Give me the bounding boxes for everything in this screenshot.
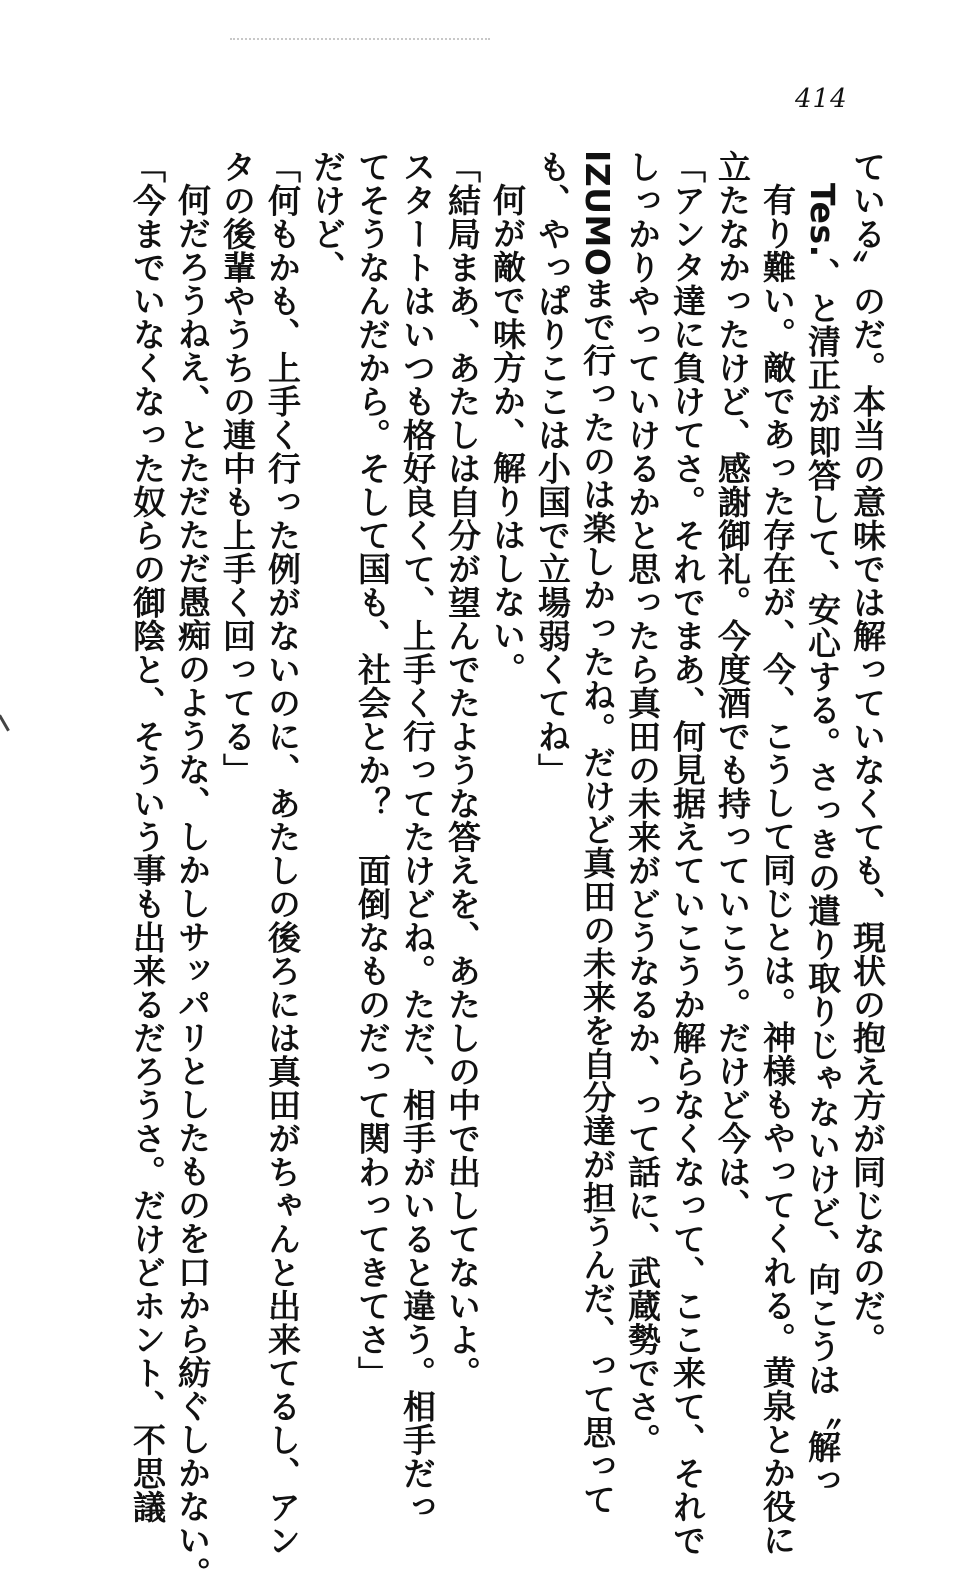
top-edge-dots: [230, 38, 490, 44]
text-line: だけど、: [308, 150, 347, 284]
text-line: 有り難い。敵であった存在が、今、こうして同じとは。神様もやってくれる。黄泉とか役に: [758, 183, 797, 1557]
text-line: IZUMOまで行ったのは楽しかったね。だけど真田の未来を自分達が担うんだ、って思って: [578, 150, 617, 1516]
text-line: しっかりやっていけるかと思ったら真田の未来がどうなるか、って話に、武蔵勢でさ。: [623, 150, 662, 1457]
vertical-text-block: [125, 150, 890, 1590]
text-line: Tes.、と清正が即答して、安心する。さっきの遣り取りじゃないけど、向こうは〝解っ: [803, 183, 842, 1498]
text-line: 「結局まあ、あたしは自分が望んでたような答えを、あたしの中で出してないよ。: [443, 150, 482, 1390]
text-line: スタートはいつも格好良くて、上手く行ってたけどね。ただ、相手がいると違う。相手だっ: [398, 150, 437, 1524]
text-line: 「何もかも、上手く行った例がないのに、あたしの後ろには真田がちゃんと出来てるし、アン: [263, 150, 302, 1557]
text-line: 何だろうねえ、とただただ愚痴のような、しかしサッパリとしたものを口から紡ぐしかない。: [173, 183, 212, 1590]
text-line: ている〟のだ。本当の意味では解っていなくても、現状の抱え方が同じなのだ。: [848, 150, 887, 1356]
text-line: 何が敵で味方か、解りはしない。: [488, 183, 527, 686]
text-line: 「今までいなくなった奴らの御陰と、そういう事も出来るだろうさ。だけどホント、不思議: [128, 150, 167, 1524]
text-line: 「アンタ達に負けてさ。それでまあ、何見据えていこうか解らなくなって、ここ来て、それで: [668, 150, 707, 1557]
margin-mark: [0, 710, 17, 731]
text-line: てそうなんだから。そして国も、社会とか？ 面倒なものだって関わってきてさ」: [353, 150, 392, 1390]
text-line: タの後輩やうちの連中も上手く回ってる」: [218, 150, 257, 787]
text-line: も、やっぱりここは小国で立場弱くてね」: [533, 150, 572, 787]
page-number: 414: [795, 84, 848, 114]
text-line: 立たなかったけど、感謝御礼。今度酒でも持っていこう。だけど今は、: [713, 150, 752, 1222]
